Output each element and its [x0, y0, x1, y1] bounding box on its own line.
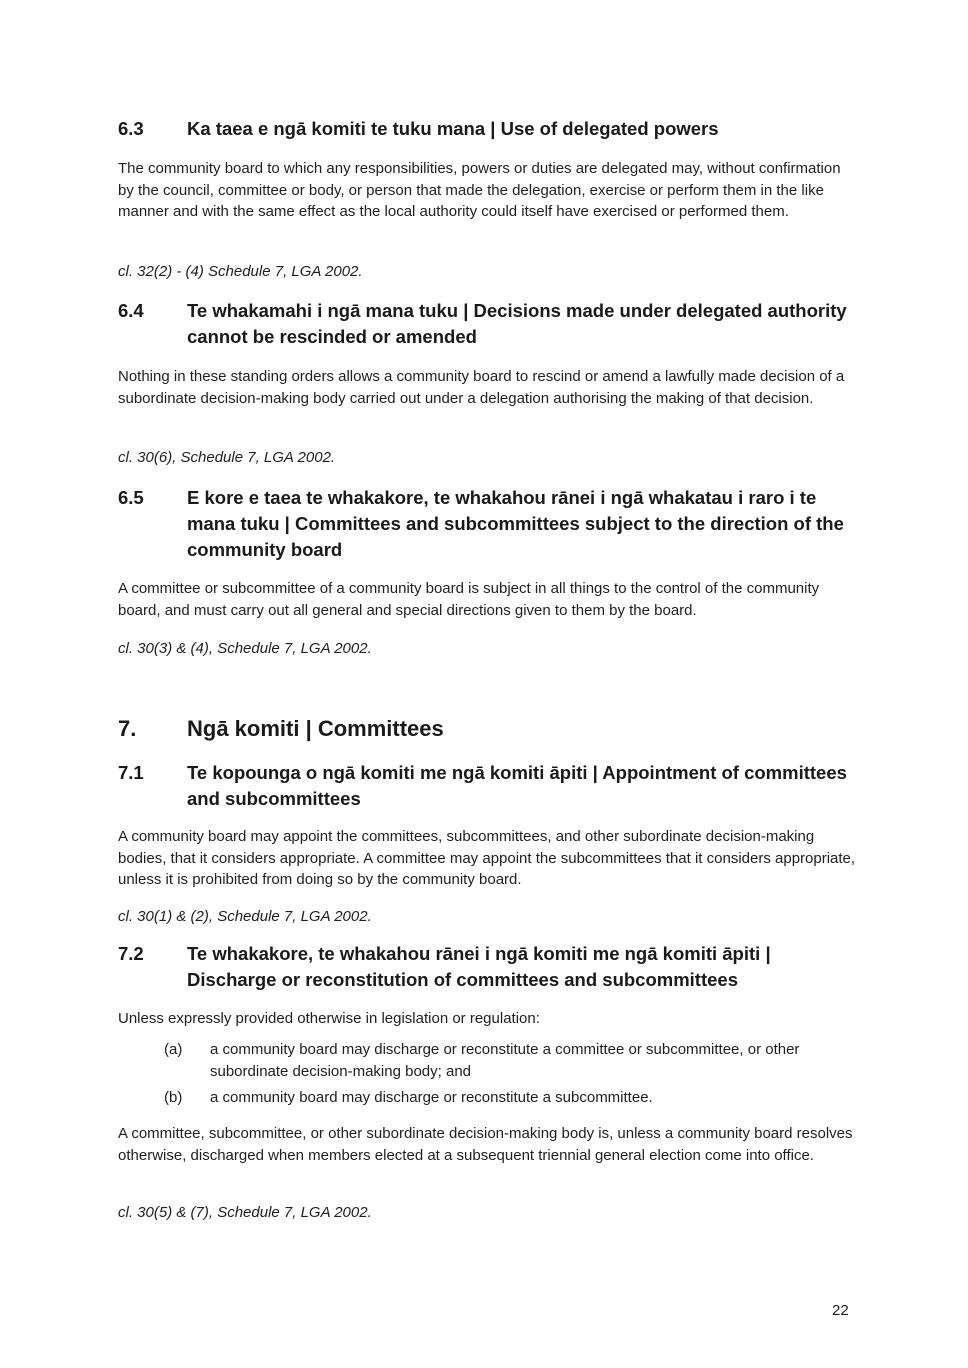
heading-number: 6.3 [118, 118, 144, 139]
heading-number: 7. [118, 716, 137, 741]
heading-number: 7.1 [118, 762, 144, 783]
citation-6-5: cl. 30(3) & (4), Schedule 7, LGA 2002. [118, 640, 372, 657]
page-number: 22 [832, 1302, 849, 1319]
heading-7-2 [118, 941, 858, 993]
heading-number: 7.2 [118, 943, 144, 964]
heading-number: 6.4 [118, 300, 144, 321]
list-item [164, 1039, 858, 1082]
paragraph-6-3: The community board to which any responsibilities, powers or duties are delegated may, without confirmation by the council, committee or body, or person that made the delegation, exercise or perform them in the like manner and with the same effect as the local authority could itself have exercised or performed them. [118, 160, 841, 221]
list-item-text: a community board may discharge or reconstitute a subcommittee. [210, 1089, 653, 1106]
heading-7 [118, 714, 858, 744]
list-item-text: a community board may discharge or reconstitute a committee or subcommittee, or other subordinate decision-making body; and [210, 1041, 800, 1080]
citation-7-1: cl. 30(1) & (2), Schedule 7, LGA 2002. [118, 908, 372, 925]
heading-7-1 [118, 760, 858, 812]
heading-title: Ngā komiti | Committees [187, 716, 444, 741]
heading-title: Te kopounga o ngā komiti me ngā komiti āpiti | Appointment of committees and subcommittees [187, 762, 847, 809]
citation-7-2: cl. 30(5) & (7), Schedule 7, LGA 2002. [118, 1204, 372, 1221]
paragraph-6-5: A committee or subcommittee of a community board is subject in all things to the control of the community board, and must carry out all general and special directions given to them by the board. [118, 580, 820, 619]
paragraph-7-2: A committee, subcommittee, or other subordinate decision-making body is, unless a community board resolves otherwise, discharged when members elected at a subsequent triennial general election come into office. [118, 1125, 853, 1164]
heading-6-5 [118, 485, 858, 563]
heading-6-4 [118, 298, 858, 350]
citation-6-3: cl. 32(2) - (4) Schedule 7, LGA 2002. [118, 263, 363, 280]
paragraph-6-4: Nothing in these standing orders allows a community board to rescind or amend a lawfully made decision of a subordinate decision-making body carried out under a delegation authorising the making of that decision. [118, 368, 845, 407]
heading-title: Te whakamahi i ngā mana tuku | Decisions made under delegated authority cannot be rescinded or amended [187, 300, 847, 347]
paragraph-7-1: A community board may appoint the committees, subcommittees, and other subordinate decision-making bodies, that it considers appropriate. A committee may appoint the subcommittees that it considers appropriate, unless it is prohibited from doing so by the community board. [118, 828, 856, 889]
heading-title: Te whakakore, te whakahou rānei i ngā komiti me ngā komiti āpiti | Discharge or reconstitution of committees and subcommittees [187, 943, 771, 990]
heading-number: 6.5 [118, 487, 144, 508]
list-item [164, 1087, 858, 1109]
list-item-label: (b) [164, 1089, 183, 1106]
paragraph-7-2-intro: Unless expressly provided otherwise in legislation or regulation: [118, 1010, 540, 1027]
citation-6-4: cl. 30(6), Schedule 7, LGA 2002. [118, 449, 336, 466]
list-item-label: (a) [164, 1041, 183, 1058]
heading-6-3 [118, 116, 858, 142]
heading-title: Ka taea e ngā komiti te tuku mana | Use of delegated powers [187, 118, 719, 139]
heading-title: E kore e taea te whakakore, te whakahou rānei i ngā whakatau i raro i te mana tuku | Committees and subcommittees subject to the direction of the community board [187, 487, 844, 560]
